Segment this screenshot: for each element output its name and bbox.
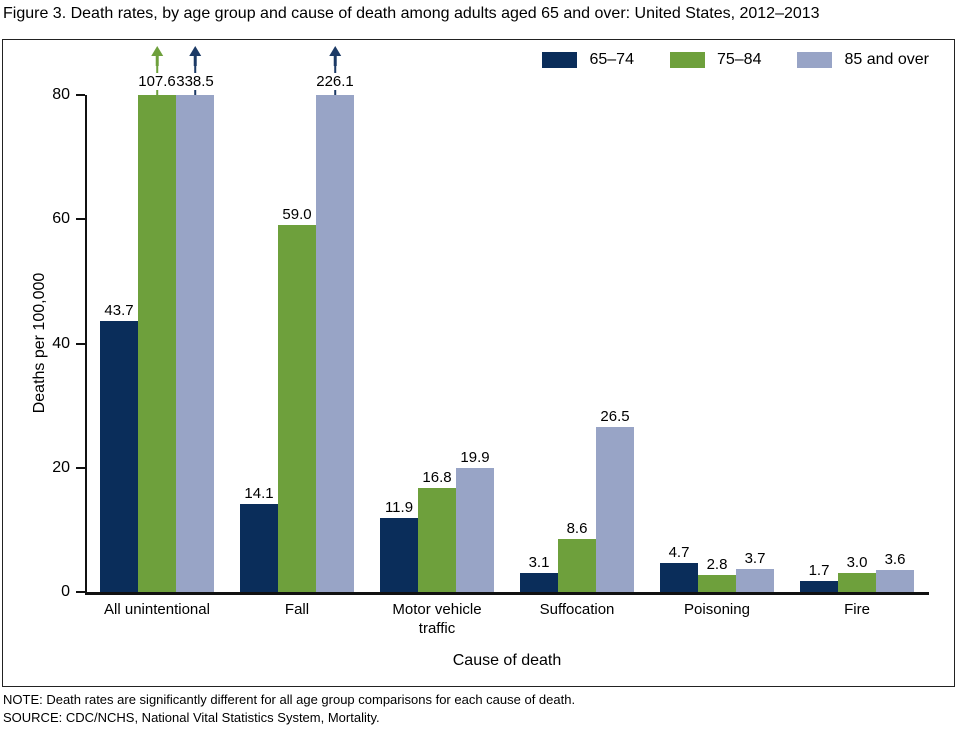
bar [418, 469, 456, 592]
legend-label: 75–84 [716, 51, 762, 68]
y-tick-label: 0 [61, 583, 70, 600]
bar [456, 449, 494, 592]
up-arrow-icon [188, 46, 202, 66]
category-label [787, 600, 927, 619]
bar-value-label: 338.5 [176, 73, 214, 90]
bar-value-label: 16.8 [422, 469, 452, 486]
note-text: NOTE: Death rates are significantly different for all age group comparisons for each cause of death. [3, 692, 576, 707]
y-tick-label: 40 [52, 334, 70, 352]
bar [100, 302, 138, 592]
category-label [87, 600, 227, 619]
dashed-line [334, 66, 336, 73]
y-tick-mark [76, 343, 85, 345]
bar-group [367, 95, 507, 637]
dashed-line [194, 90, 196, 95]
category-label [227, 600, 367, 619]
dashed-line [194, 66, 196, 73]
dashed-line [156, 66, 158, 73]
bar-value-label: 1.7 [808, 562, 830, 579]
y-tick-label: 20 [52, 458, 70, 476]
bar [800, 562, 838, 592]
bar-row [787, 95, 927, 592]
x-axis-line [85, 592, 929, 595]
bar-group [647, 95, 787, 618]
bar [698, 556, 736, 592]
x-axis-title: Cause of death [452, 652, 562, 669]
bar-value-label: 3.7 [744, 550, 766, 567]
bar [316, 73, 354, 592]
legend-item [670, 51, 762, 69]
y-tick-mark [76, 467, 85, 469]
bar [176, 73, 214, 592]
bar-value-label: 3.1 [528, 554, 550, 571]
legend-swatch [542, 52, 577, 68]
bar-value-label: 11.9 [384, 499, 414, 516]
legend-swatch [797, 52, 832, 68]
bar-value-label: 8.6 [566, 520, 588, 537]
bar-group [227, 73, 367, 618]
bar-value-label: 3.0 [846, 554, 868, 571]
category-label-line: Poisoning [684, 601, 750, 618]
bar-value-label: 3.6 [884, 551, 906, 568]
category-label-line: Fall [284, 601, 310, 618]
bar-value-label: 19.9 [460, 449, 490, 466]
bar-value-label: 26.5 [600, 408, 630, 425]
y-tick-mark [76, 94, 85, 96]
category-label-line: Motor vehicle [392, 601, 482, 618]
clipped-bar-annotation [138, 46, 176, 95]
legend-label: 85 and over [844, 51, 929, 68]
bar-group [787, 95, 927, 618]
bar-value-label: 2.8 [706, 556, 728, 573]
dashed-line [156, 90, 158, 95]
bar [278, 206, 316, 592]
bar [660, 544, 698, 592]
bar-value-label: 14.1 [244, 485, 274, 502]
bar-row [367, 95, 507, 592]
source-text: SOURCE: CDC/NCHS, National Vital Statistics System, Mortality. [3, 710, 380, 725]
y-tick-mark [76, 591, 85, 593]
bar-row [227, 73, 367, 592]
bar-row [507, 95, 647, 592]
bar [736, 550, 774, 592]
up-arrow-icon [150, 46, 164, 66]
category-label-line: Fire [844, 601, 870, 618]
y-tick-label: 60 [52, 210, 70, 228]
clipped-bar-annotation [176, 46, 214, 95]
category-label-line: Suffocation [539, 601, 615, 618]
bar-value-label: 4.7 [668, 544, 690, 561]
legend [542, 51, 929, 69]
bar-row [647, 95, 787, 592]
bar [838, 554, 876, 592]
bar [876, 551, 914, 592]
plot-area [52, 73, 927, 669]
bar-group [507, 95, 647, 618]
bar [558, 520, 596, 592]
clipped-bar-annotation [316, 46, 354, 95]
bar-value-label: 107.6 [138, 73, 176, 90]
figure-title: Figure 3. Death rates, by age group and cause of death among adults aged 65 and over: United States, 2012–2013 [3, 5, 820, 22]
category-label [647, 600, 787, 619]
bar-value-label: 43.7 [104, 302, 134, 319]
bar-group [87, 73, 227, 618]
dashed-line [334, 90, 336, 95]
bar [380, 499, 418, 592]
legend-swatch [670, 52, 705, 68]
category-label [507, 600, 647, 619]
y-tick-mark [76, 218, 85, 220]
bar [240, 485, 278, 592]
legend-item [542, 51, 634, 69]
legend-label: 65–74 [589, 51, 634, 68]
category-label-line: traffic [418, 620, 456, 637]
legend-item [797, 51, 929, 69]
bar-value-label: 226.1 [316, 73, 354, 90]
chart-frame [2, 39, 955, 687]
bar [596, 408, 634, 592]
y-axis-title: Deaths per 100,000 [31, 272, 48, 414]
bar [520, 554, 558, 592]
bar [138, 73, 176, 592]
bar-value-label: 59.0 [282, 206, 312, 223]
category-label [367, 600, 507, 638]
y-tick-label: 80 [52, 86, 70, 103]
up-arrow-icon [328, 46, 342, 66]
category-label-line: All unintentional [104, 601, 210, 618]
bar-row [87, 73, 227, 592]
